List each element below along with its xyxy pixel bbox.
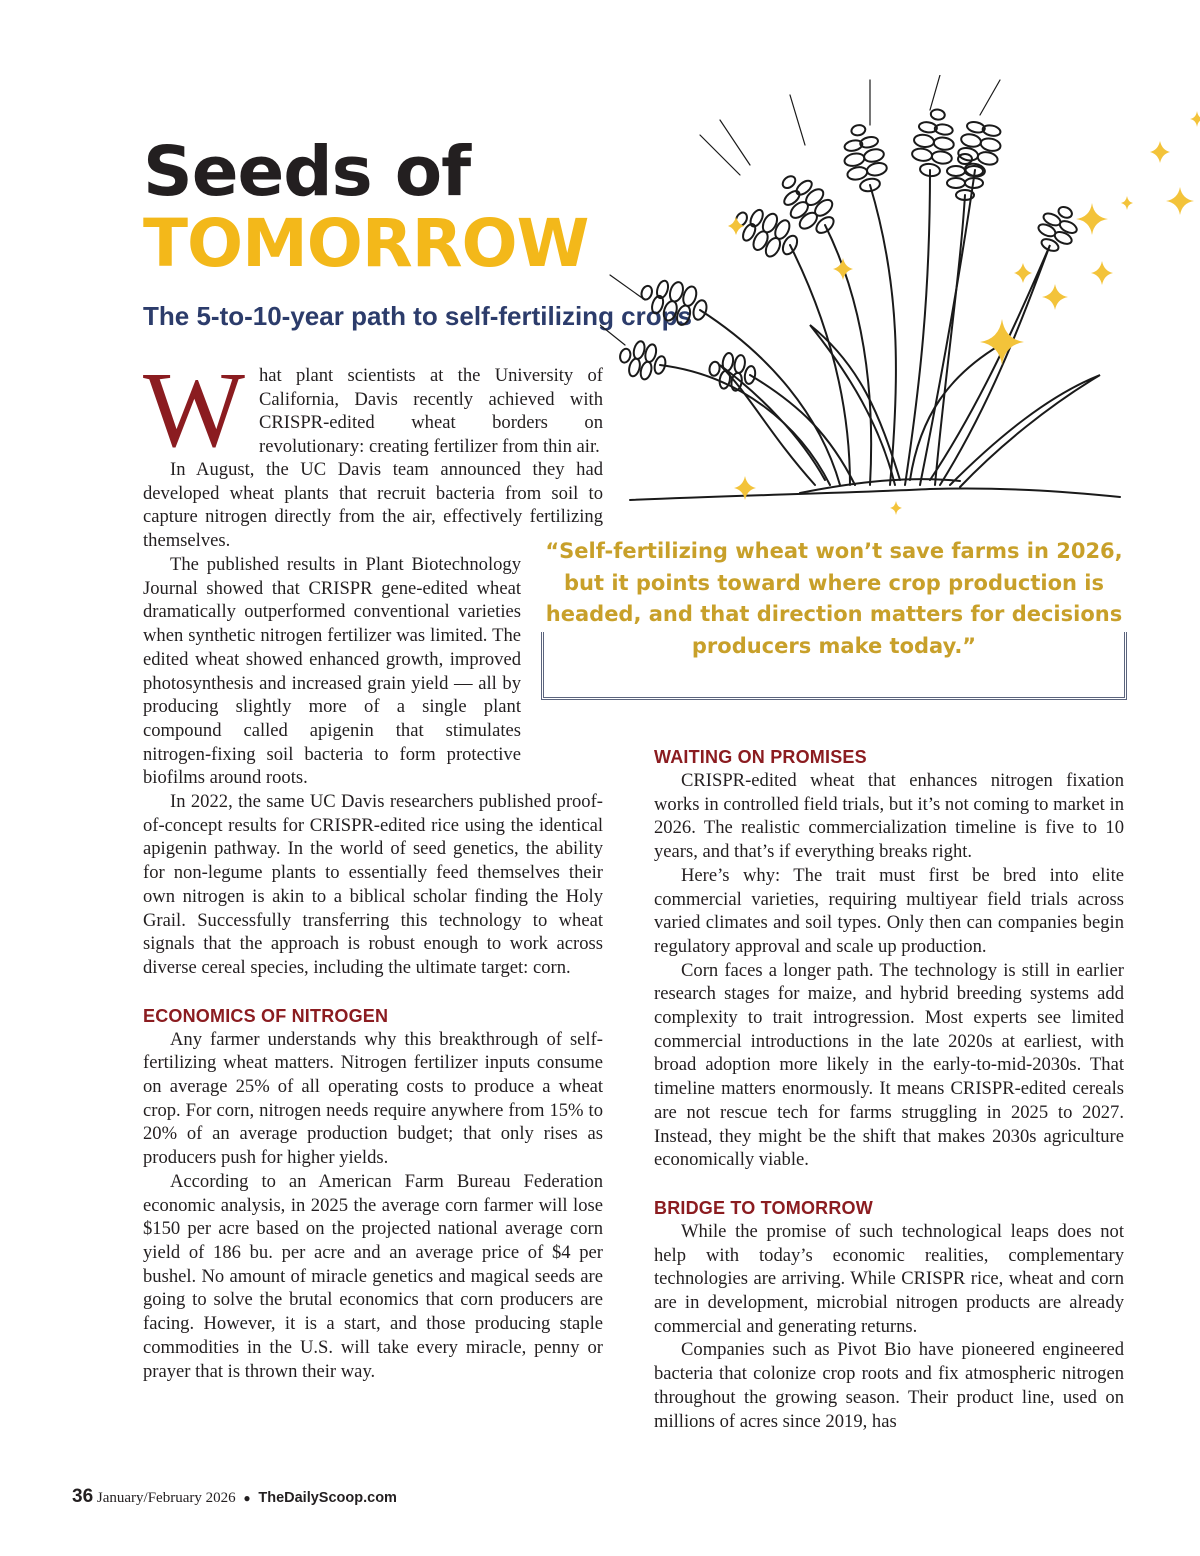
paragraph: While the promise of such technological leaps does not help with today’s economic realities, complementary technologies are arriving. While CRISPR rice, wheat and corn are in development, microbial nitrogen products are already commercial and generating returns. [654, 1220, 1124, 1337]
quote-wrap-space [521, 553, 603, 745]
paragraph: Companies such as Pivot Bio have pioneered engineered bacteria that colonize crop roots and fix atmospheric nitrogen throughout the growing season. Their product line, used on millions of acres since 2019, has [654, 1339, 1124, 1432]
section-heading: BRIDGE TO TOMORROW [654, 1197, 873, 1218]
title-line-2: TOMORROW [143, 205, 589, 282]
subtitle: The 5-to-10-year path to self-fertilizing crops [143, 301, 692, 331]
intro-paragraph [143, 351, 603, 470]
page-footer [72, 1486, 397, 1508]
paragraph: Here’s why: The trait must first be bred into elite commercial varieties, requiring multiyear field trials across varied climates and soil types. Only then can companies begin regulatory approval and scale up production. [654, 864, 1124, 957]
left-column-body [143, 553, 603, 1383]
pull-quote-text: “Self-fertilizing wheat won’t save farms in 2026, but it points toward where crop production is headed, and that direction matters for decisions producers make today.” [545, 539, 1123, 658]
issue-date: January/February 2026 [96, 1490, 236, 1506]
intro-text: hat plant scientists at the University of California, Davis recently achieved with CRISPR-edited wheat borders on revolutionary: creating fertilizer from thin air. [259, 365, 603, 458]
pull-quote [541, 536, 1127, 700]
paragraph: In August, the UC Davis team announced they had developed wheat plants that recruit bacteria from soil to capture nitrogen directly from the air, effectively fertilizing themselves. [143, 459, 603, 552]
wheat-illustration [600, 75, 1200, 525]
left-column [143, 351, 603, 470]
left-column-body-narrow [143, 458, 603, 553]
section-heading: ECONOMICS OF NITROGEN [143, 1005, 389, 1026]
footer-bullet: ● [243, 1491, 251, 1505]
paragraph: According to an American Farm Bureau Federation economic analysis, in 2025 the average corn farmer will lose $150 per acre based on the projected national average corn yield of 186 bu. per acre and an average price of $4 per bushel. No amount of miracle genetics and magical seeds are going to solve the brutal economics that corn producers are facing. However, it is a start, and those producing staple commodities in the U.S. will take every miracle, penny or prayer that is thrown their way. [143, 1170, 603, 1382]
paragraph: Any farmer understands why this breakthrough of self-fertilizing wheat matters. Nitrogen fertilizer inputs consume on average 25% of all operating costs to produce a wheat crop. For corn, nitrogen needs require anywhere from 15% to 20% of an average production budget; that only rises as producers push for higher yields. [143, 1028, 603, 1169]
sparkle-icon [1076, 203, 1108, 235]
right-column [654, 745, 1124, 1433]
paragraph: CRISPR-edited wheat that enhances nitrogen fixation works in controlled field trials, but it’s not coming to market in 2026. The realistic commercialization timeline is five to 10 years, and that’s if everything breaks right. [654, 770, 1124, 863]
website-link[interactable]: TheDailyScoop.com [258, 1490, 397, 1506]
drop-cap: W [143, 351, 245, 470]
paragraph: In 2022, the same UC Davis researchers published proof-of-concept results for CRISPR-edited rice using the identical apigenin pathway. In the world of seed genetics, the ability for non-legume plants to essentially feed themselves their own nitrogen is akin to a biblical scholar finding the Holy Grail. Successfully transferring this technology to wheat signals that the approach is robust enough to work across diverse cereal species, including the ultimate target: corn. [143, 791, 603, 978]
page-number: 36 [72, 1486, 94, 1507]
paragraph: Corn faces a longer path. The technology is still in earlier research stages for maize, and hybrid breeding systems add complexity to trait introgression. Most experts see limited commercial introductions in the late 2020s at earliest, with broad adoption more likely in the early-to-mid-2030s. That timeline matters enormously. It means CRISPR-edited cereals are not rescue tech for farms struggling in 2025 to 2027. Instead, they might be the shift that makes 2030s agriculture economically viable. [654, 959, 1124, 1171]
title-line-1: Seeds of [143, 132, 471, 212]
section-heading: WAITING ON PROMISES [654, 747, 867, 767]
paragraph: The published results in Plant Biotechnology Journal showed that CRISPR gene-edited wheat dramatically outperformed conventional varieties when synthetic nitrogen fertilizer was limited. The edited wheat showed enhanced growth, improved photosynthesis and increased grain yield — all by producing slightly more of a single plant compound called apigenin that stimulates nitrogen-fixing soil bacteria to form protective biofilms around roots. [143, 554, 521, 789]
